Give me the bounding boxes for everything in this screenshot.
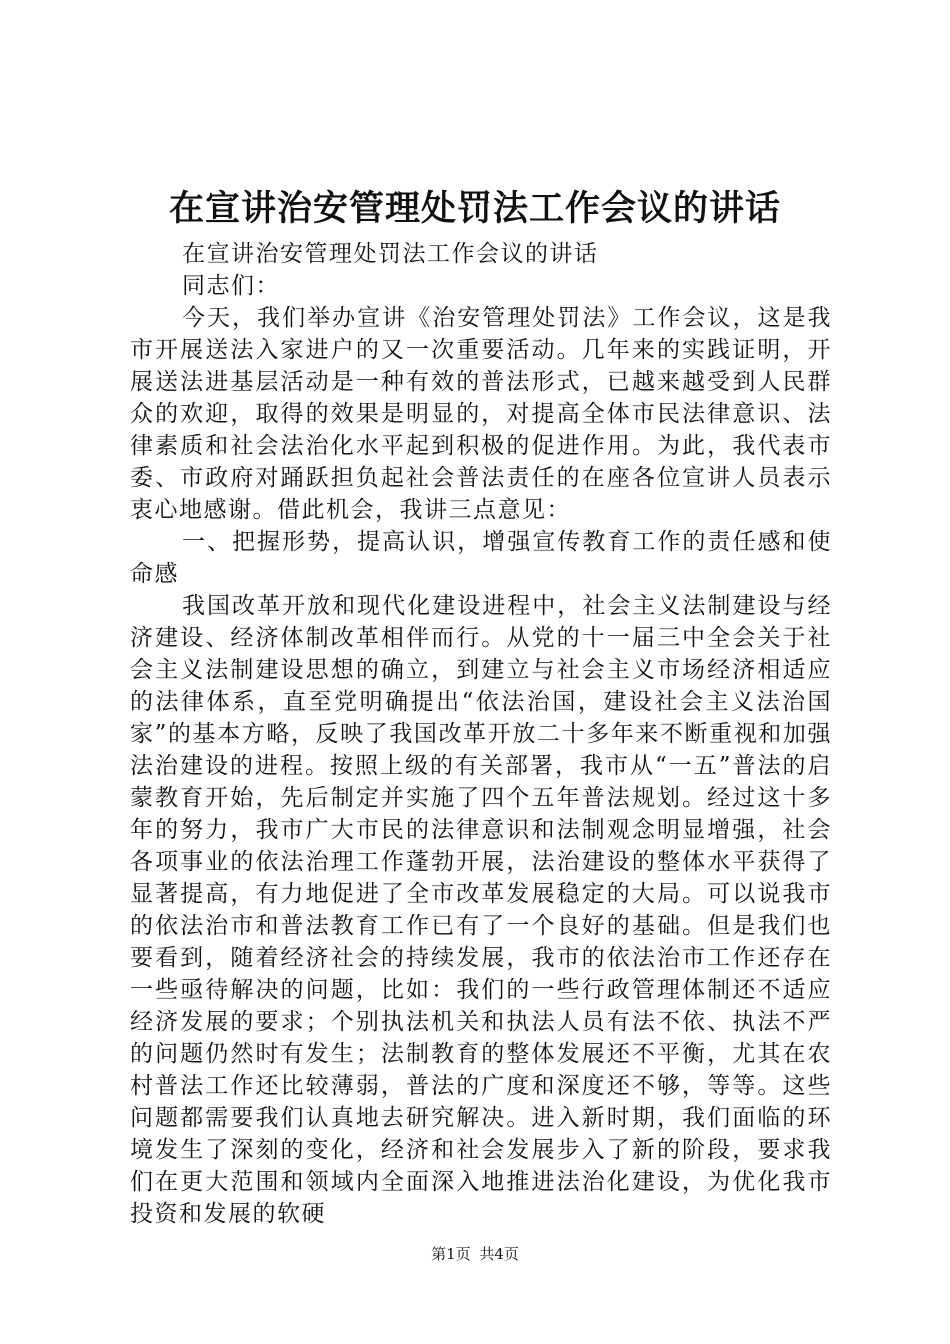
- total-pages: 共4页: [479, 1245, 519, 1263]
- body-paragraph: 我国改革开放和现代化建设进程中，社会主义法制建设与经济建设、经济体制改革相伴而行。从党的十一届三中全会关于社会主义法制建设思想的确立，到建立与社会主义市场经济相适应的法律体系，直至党明确提出“依法治国，建设社会主义法治国家”的基本方略，反映了我国改革开放二十多年来不断重视和加强法治建设的进程。按照上级的有关部署，我市从“一五”普法的启蒙教育开始，先后制定并实施了四个五年普法规划。经过这十多年的努力，我市广大市民的法律意识和法制观念明显增强，社会各项事业的依法治理工作蓬勃开展，法治建设的整体水平获得了显著提高，有力地促进了全市改革发展稳定的大局。可以说我市的依法治市和普法教育工作已有了一个良好的基础。但是我们也要看到，随着经济社会的持续发展，我市的依法治市工作还存在一些亟待解决的问题，比如：我们的一些行政管理体制还不适应经济发展的要求；个别执法机关和执法人员有法不依、执法不严的问题仍然时有发生；法制教育的整体发展还不平衡，尤其在农村普法工作还比较薄弱，普法的广度和深度还不够，等等。这些问题都需要我们认真地去研究解决。进入新时期，我们面临的环境发生了深刻的变化，经济和社会发展步入了新的阶段，要求我们在更大范围和领域内全面深入地推进法治化建设，为优化我市投资和发展的软硬: [130, 593, 832, 1227]
- page-number: 第1页: [431, 1245, 471, 1263]
- document-body: [130, 238, 832, 1230]
- subtitle-paragraph: 在宣讲治安管理处罚法工作会议的讲话: [182, 241, 599, 267]
- section-heading-paragraph: 一、把握形势，提高认识，增强宣传教育工作的责任感和使命感: [130, 529, 832, 587]
- document-title: 在宣讲治安管理处罚法工作会议的讲话: [168, 188, 781, 229]
- page-footer: [0, 1244, 950, 1264]
- salutation-paragraph: 同志们：: [182, 273, 280, 299]
- body-paragraph: 今天，我们举办宣讲《治安管理处罚法》工作会议，这是我市开展送法入家进户的又一次重要活动。几年来的实践证明，开展送法进基层活动是一种有效的普法形式，已越来越受到人民群众的欢迎，取得的效果是明显的，对提高全体市民法律意识、法律素质和社会法治化水平起到积极的促进作用。为此，我代表市委、市政府对踊跃担负起社会普法责任的在座各位宣讲人员表示衷心地感谢。借此机会，我讲三点意见：: [130, 305, 832, 523]
